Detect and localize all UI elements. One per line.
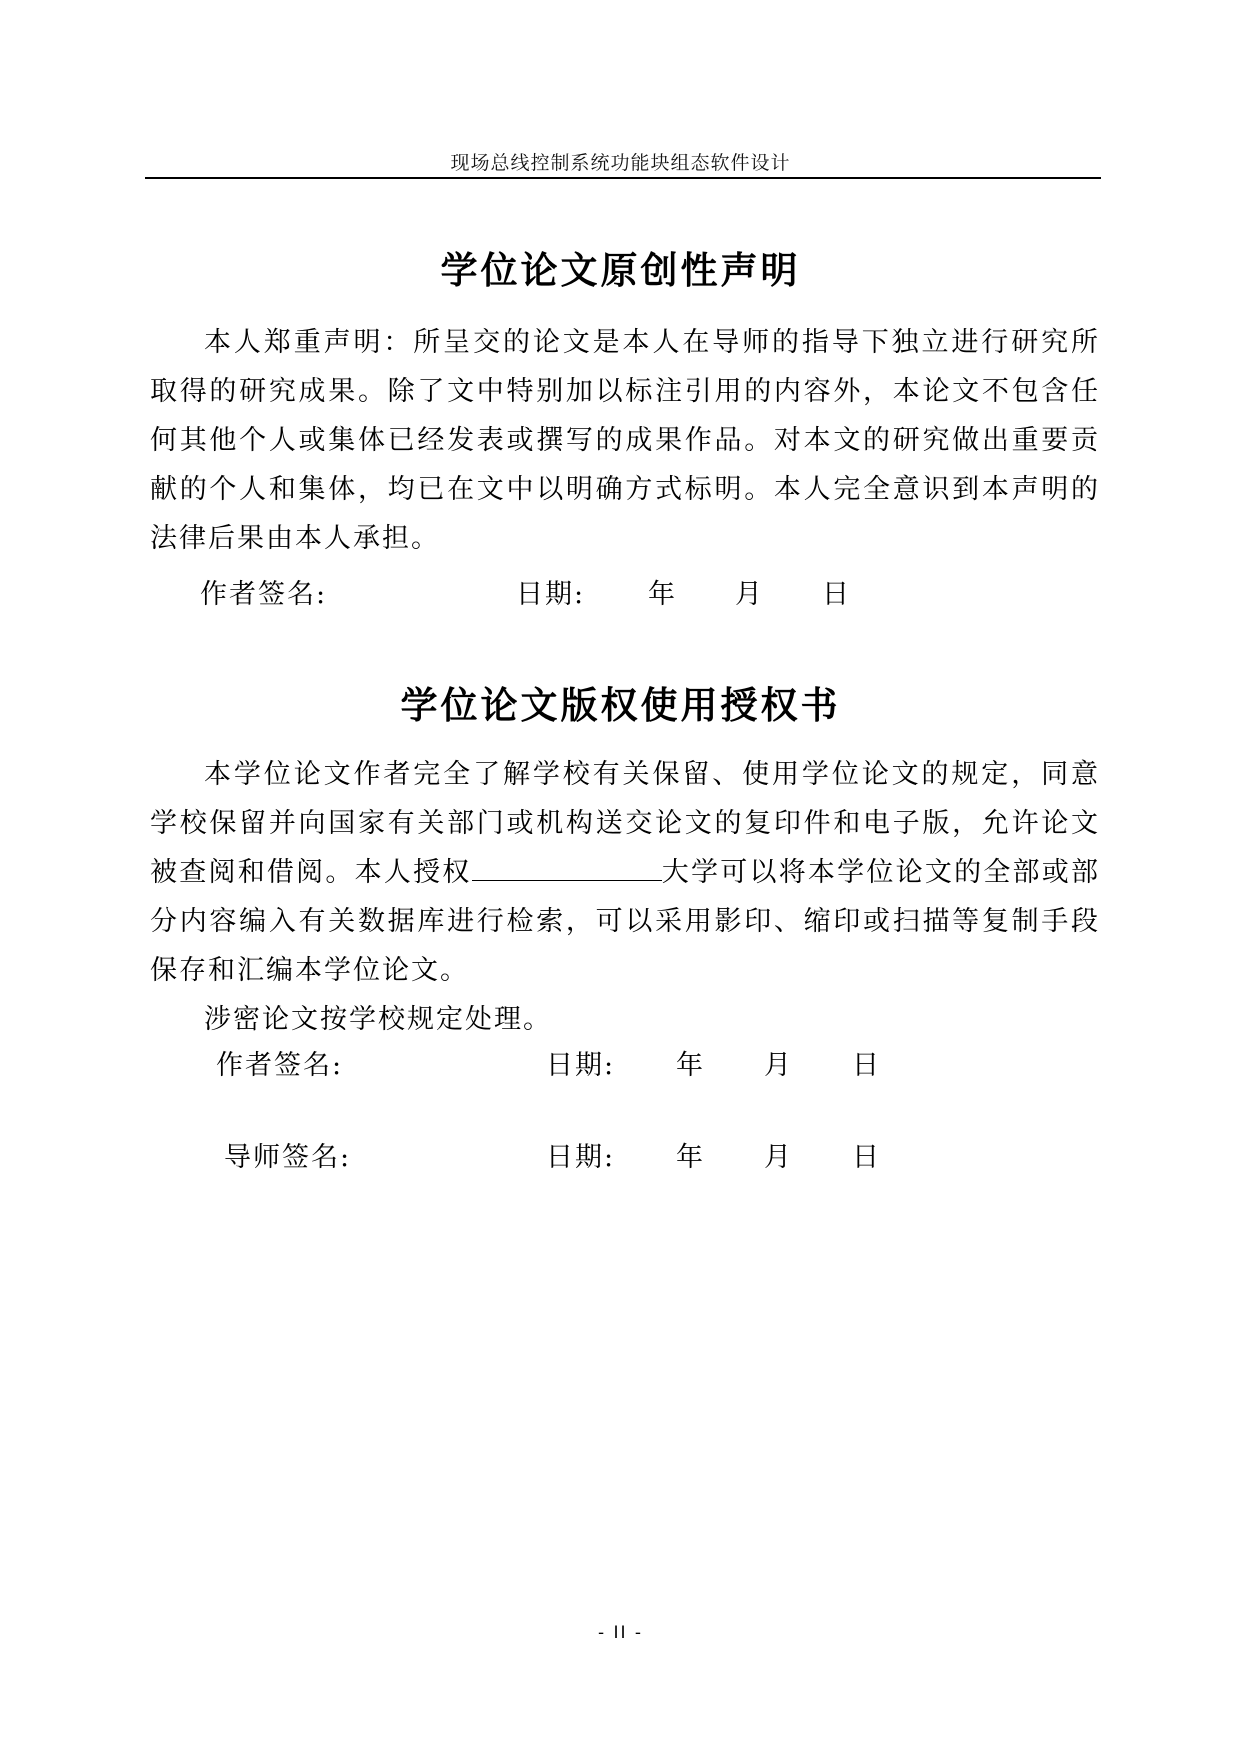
copyright-paragraph [150, 750, 1100, 995]
advisor-month-label: 月 [764, 1142, 793, 1173]
page-number: - II - [597, 1623, 644, 1643]
originality-paragraph: 本人郑重声明：所呈交的论文是本人在导师的指导下独立进行研究所取得的研究成果。除了文中特别加以标注引用的内容外，本论文不包含任何其他个人或集体已经发表或撰写的成果作品。对本文的研究做出重要贡献的个人和集体，均已在文中以明确方式标明。本人完全意识到本声明的法律后果由本人承担。 [150, 327, 1100, 554]
originality-body [150, 318, 1100, 563]
copyright-title: 学位论文版权使用授权书 [400, 684, 841, 727]
originality-day-label: 日 [822, 579, 851, 610]
advisor-sign-label: 导师签名: [224, 1142, 352, 1173]
university-name-blank [472, 856, 662, 881]
copyright-paragraph-part2: 大学可以将本学位论文的全部或部分内容编入有关数据库进行检索，可以采用影印、缩印或扫描等复制手段保存和汇编本学位论文。 [150, 857, 1101, 986]
header-rule [145, 177, 1101, 179]
copyright-author-sign-label: 作者签名: [216, 1050, 344, 1081]
originality-date-label: 日期: [516, 579, 586, 610]
copyright-body [150, 750, 1100, 1044]
originality-month-label: 月 [735, 579, 764, 610]
originality-title: 学位论文原创性声明 [440, 249, 801, 292]
advisor-year-label: 年 [676, 1142, 705, 1173]
advisor-date-label: 日期: [546, 1142, 616, 1173]
copyright-author-day-label: 日 [852, 1050, 881, 1081]
copyright-author-date-label: 日期: [546, 1050, 616, 1081]
running-header: 现场总线控制系统功能块组态软件设计 [450, 152, 791, 174]
originality-author-sign-label: 作者签名: [200, 579, 328, 610]
copyright-paragraph-part1: 本学位论文作者完全了解学校有关保留、使用学位论文的规定，同意学校保留并向国家有关部门或机构送交论文的复印件和电子版，允许论文被查阅和借阅。本人授权 [150, 759, 1100, 888]
secret-note: 涉密论文按学校规定处理。 [204, 1004, 552, 1035]
originality-year-label: 年 [648, 579, 677, 610]
copyright-author-month-label: 月 [764, 1050, 793, 1081]
copyright-author-year-label: 年 [676, 1050, 705, 1081]
advisor-day-label: 日 [852, 1142, 881, 1173]
